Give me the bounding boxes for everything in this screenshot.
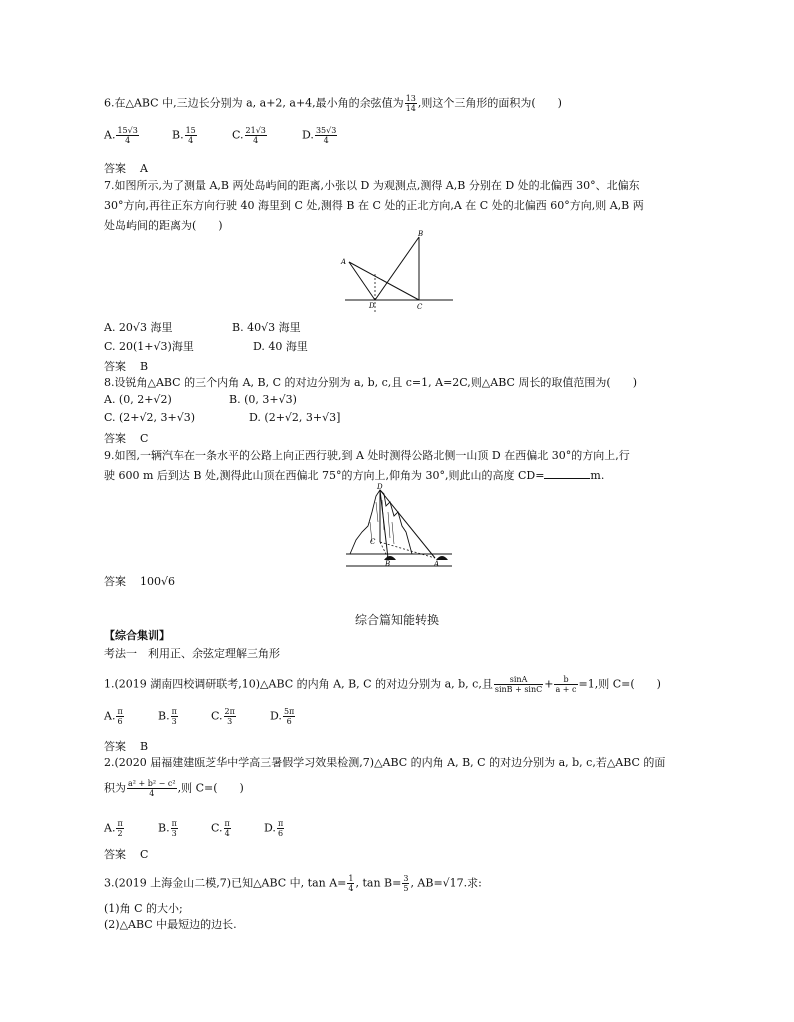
fig7-label-D: D bbox=[369, 302, 375, 310]
fig9-line-DB bbox=[380, 490, 388, 558]
q9-answer: 答案 100√6 bbox=[104, 575, 176, 588]
fig7-line-AC bbox=[349, 262, 419, 300]
q7-line-3: 处岛屿间的距离为( ) bbox=[104, 219, 223, 232]
q6-option-d: D. $\frac{35√3}{4}$ bbox=[302, 126, 337, 145]
q7-option-a: A. 20√3 海里 bbox=[104, 321, 173, 334]
c1-fraction-2: $\frac{b}{a + c}$ bbox=[555, 675, 577, 694]
q8-option-a: A. (0, 2+√2) bbox=[104, 393, 172, 406]
c3-part-2: (2)△ABC 中最短边的边长. bbox=[104, 918, 237, 931]
c2-line-2: 积为 $\frac{\text{a² + b² − c²}}{4}$ ,则 C=( ) bbox=[104, 779, 244, 798]
c3-fraction-1: $\frac{1}{4}$ bbox=[348, 874, 354, 893]
fig7-line-AD bbox=[349, 262, 375, 300]
q8-answer: 答案 C bbox=[104, 432, 149, 445]
c1-stem: 1.(2019 湖南四校调研联考,10)△ABC 的内角 A, B, C 的对边分别为 a, b, c,且 $\frac{\sin A}{\sin B + \sin C}$ + $\frac{b}{a + c}$ =1,则 C=( ) bbox=[104, 675, 661, 694]
q7-line-2: 30°方向,再往正东方向行驶 40 海里到 C 处,测得 B 在 C 处的正北方向,A 在 C 处的北偏西 60°方向,则 A,B 两 bbox=[104, 199, 644, 212]
c2-line-1: 2.(2020 届福建建瓯芝华中学高三暑假学习效果检测,7)△ABC 的内角 A, B, C 的对边分别为 a, b, c,若△ABC 的面 bbox=[104, 756, 666, 769]
q8-option-b: B. (0, 3+√3) bbox=[229, 393, 297, 406]
c1-option-d: D. $\frac{5\pi}{6}$ bbox=[270, 707, 295, 726]
c2-option-a: A. $\frac{\pi}{2}$ bbox=[104, 819, 123, 838]
c2-fraction: $\frac{\text{a² + b² − c²}}{4}$ bbox=[128, 779, 176, 798]
c1-fraction-1: $\frac{\sin A}{\sin B + \sin C}$ bbox=[494, 675, 543, 694]
fig7-label-B: B bbox=[418, 230, 424, 238]
c3-stem: 3.(2019 上海金山二模,7)已知△ABC 中, tan A= $\frac{1}{4}$ , tan B= $\frac{3}{5}$ , AB=√17.求: bbox=[104, 874, 482, 893]
c3-fraction-2: $\frac{3}{5}$ bbox=[403, 874, 409, 893]
section-subtitle: 【综合集训】 bbox=[104, 629, 170, 642]
method-heading: 考法一 利用正、余弦定理解三角形 bbox=[104, 647, 280, 660]
fig9-label-A: A bbox=[434, 560, 440, 568]
fig9-label-C: C bbox=[370, 538, 376, 546]
q9-line-2: 驶 600 m 后到达 B 处,测得此山顶在西偏北 75°的方向上,仰角为 30°,则此山的高度 CD= m. bbox=[104, 469, 605, 482]
c3-part-1: (1)角 C 的大小; bbox=[104, 902, 183, 915]
fig7-label-A: A bbox=[341, 258, 347, 266]
q6-option-a: A. $\frac{15√3}{4}$ bbox=[104, 126, 138, 145]
q9-line-1: 9.如图,一辆汽车在一条水平的公路上向正西行驶,到 A 处时测得公路北侧一山顶 D 在西偏北 30°的方向上,行 bbox=[104, 449, 630, 462]
c1-option-b: B. $\frac{\pi}{3}$ bbox=[158, 707, 177, 726]
c1-option-a: A. $\frac{\pi}{6}$ bbox=[104, 707, 123, 726]
q7-option-b: B. 40√3 海里 bbox=[232, 321, 301, 334]
c2-option-c: C. $\frac{\pi}{4}$ bbox=[211, 819, 230, 838]
q8-option-d: D. (2+√2, 3+√3] bbox=[249, 411, 341, 424]
fig7-line-DB bbox=[375, 237, 419, 300]
c1-option-c: C. $\frac{2\pi}{3}$ bbox=[211, 707, 235, 726]
c1-answer: 答案 B bbox=[104, 740, 149, 753]
c2-option-d: D. $\frac{\pi}{6}$ bbox=[264, 819, 284, 838]
q7-figure bbox=[335, 228, 460, 320]
fig9-line-CA bbox=[380, 542, 435, 558]
c2-option-b: B. $\frac{\pi}{3}$ bbox=[158, 819, 177, 838]
q9-figure bbox=[340, 482, 455, 572]
section-title: 综合篇知能转换 bbox=[354, 613, 439, 627]
q9-answer-blank bbox=[544, 468, 590, 479]
fig9-label-D: D bbox=[377, 483, 383, 491]
q7-option-d: D. 40 海里 bbox=[253, 340, 308, 353]
fig9-line-DA bbox=[380, 490, 435, 558]
q8-option-c: C. (2+√2, 3+√3) bbox=[104, 411, 196, 424]
q7-line-1: 7.如图所示,为了测量 A,B 两处岛屿间的距离,小张以 D 为观测点,测得 A,B 分别在 D 处的北偏西 30°、北偏东 bbox=[104, 179, 640, 192]
q6-option-c: C. $\frac{21√3}{4}$ bbox=[232, 126, 266, 145]
q8-stem: 8.设锐角△ABC 的三个内角 A, B, C 的对边分别为 a, b, c,且 c=1, A=2C,则△ABC 周长的取值范围为( ) bbox=[104, 376, 637, 389]
q7-answer: 答案 B bbox=[104, 360, 149, 373]
q6-option-b: B. $\frac{15}{4}$ bbox=[172, 126, 196, 145]
q6-fraction: $\frac{13}{14}$ bbox=[405, 94, 416, 113]
fig7-label-C: C bbox=[417, 303, 423, 311]
c2-answer: 答案 C bbox=[104, 848, 149, 861]
q6-answer: 答案 A bbox=[104, 162, 148, 175]
q7-option-c: C. 20(1+√3)海里 bbox=[104, 340, 194, 353]
q6-stem: 6.在△ABC 中,三边长分别为 a, a+2, a+4,最小角的余弦值为 $\frac{13}{14}$ ,则这个三角形的面积为( ) bbox=[104, 94, 562, 113]
fig9-label-B: B bbox=[385, 560, 391, 568]
